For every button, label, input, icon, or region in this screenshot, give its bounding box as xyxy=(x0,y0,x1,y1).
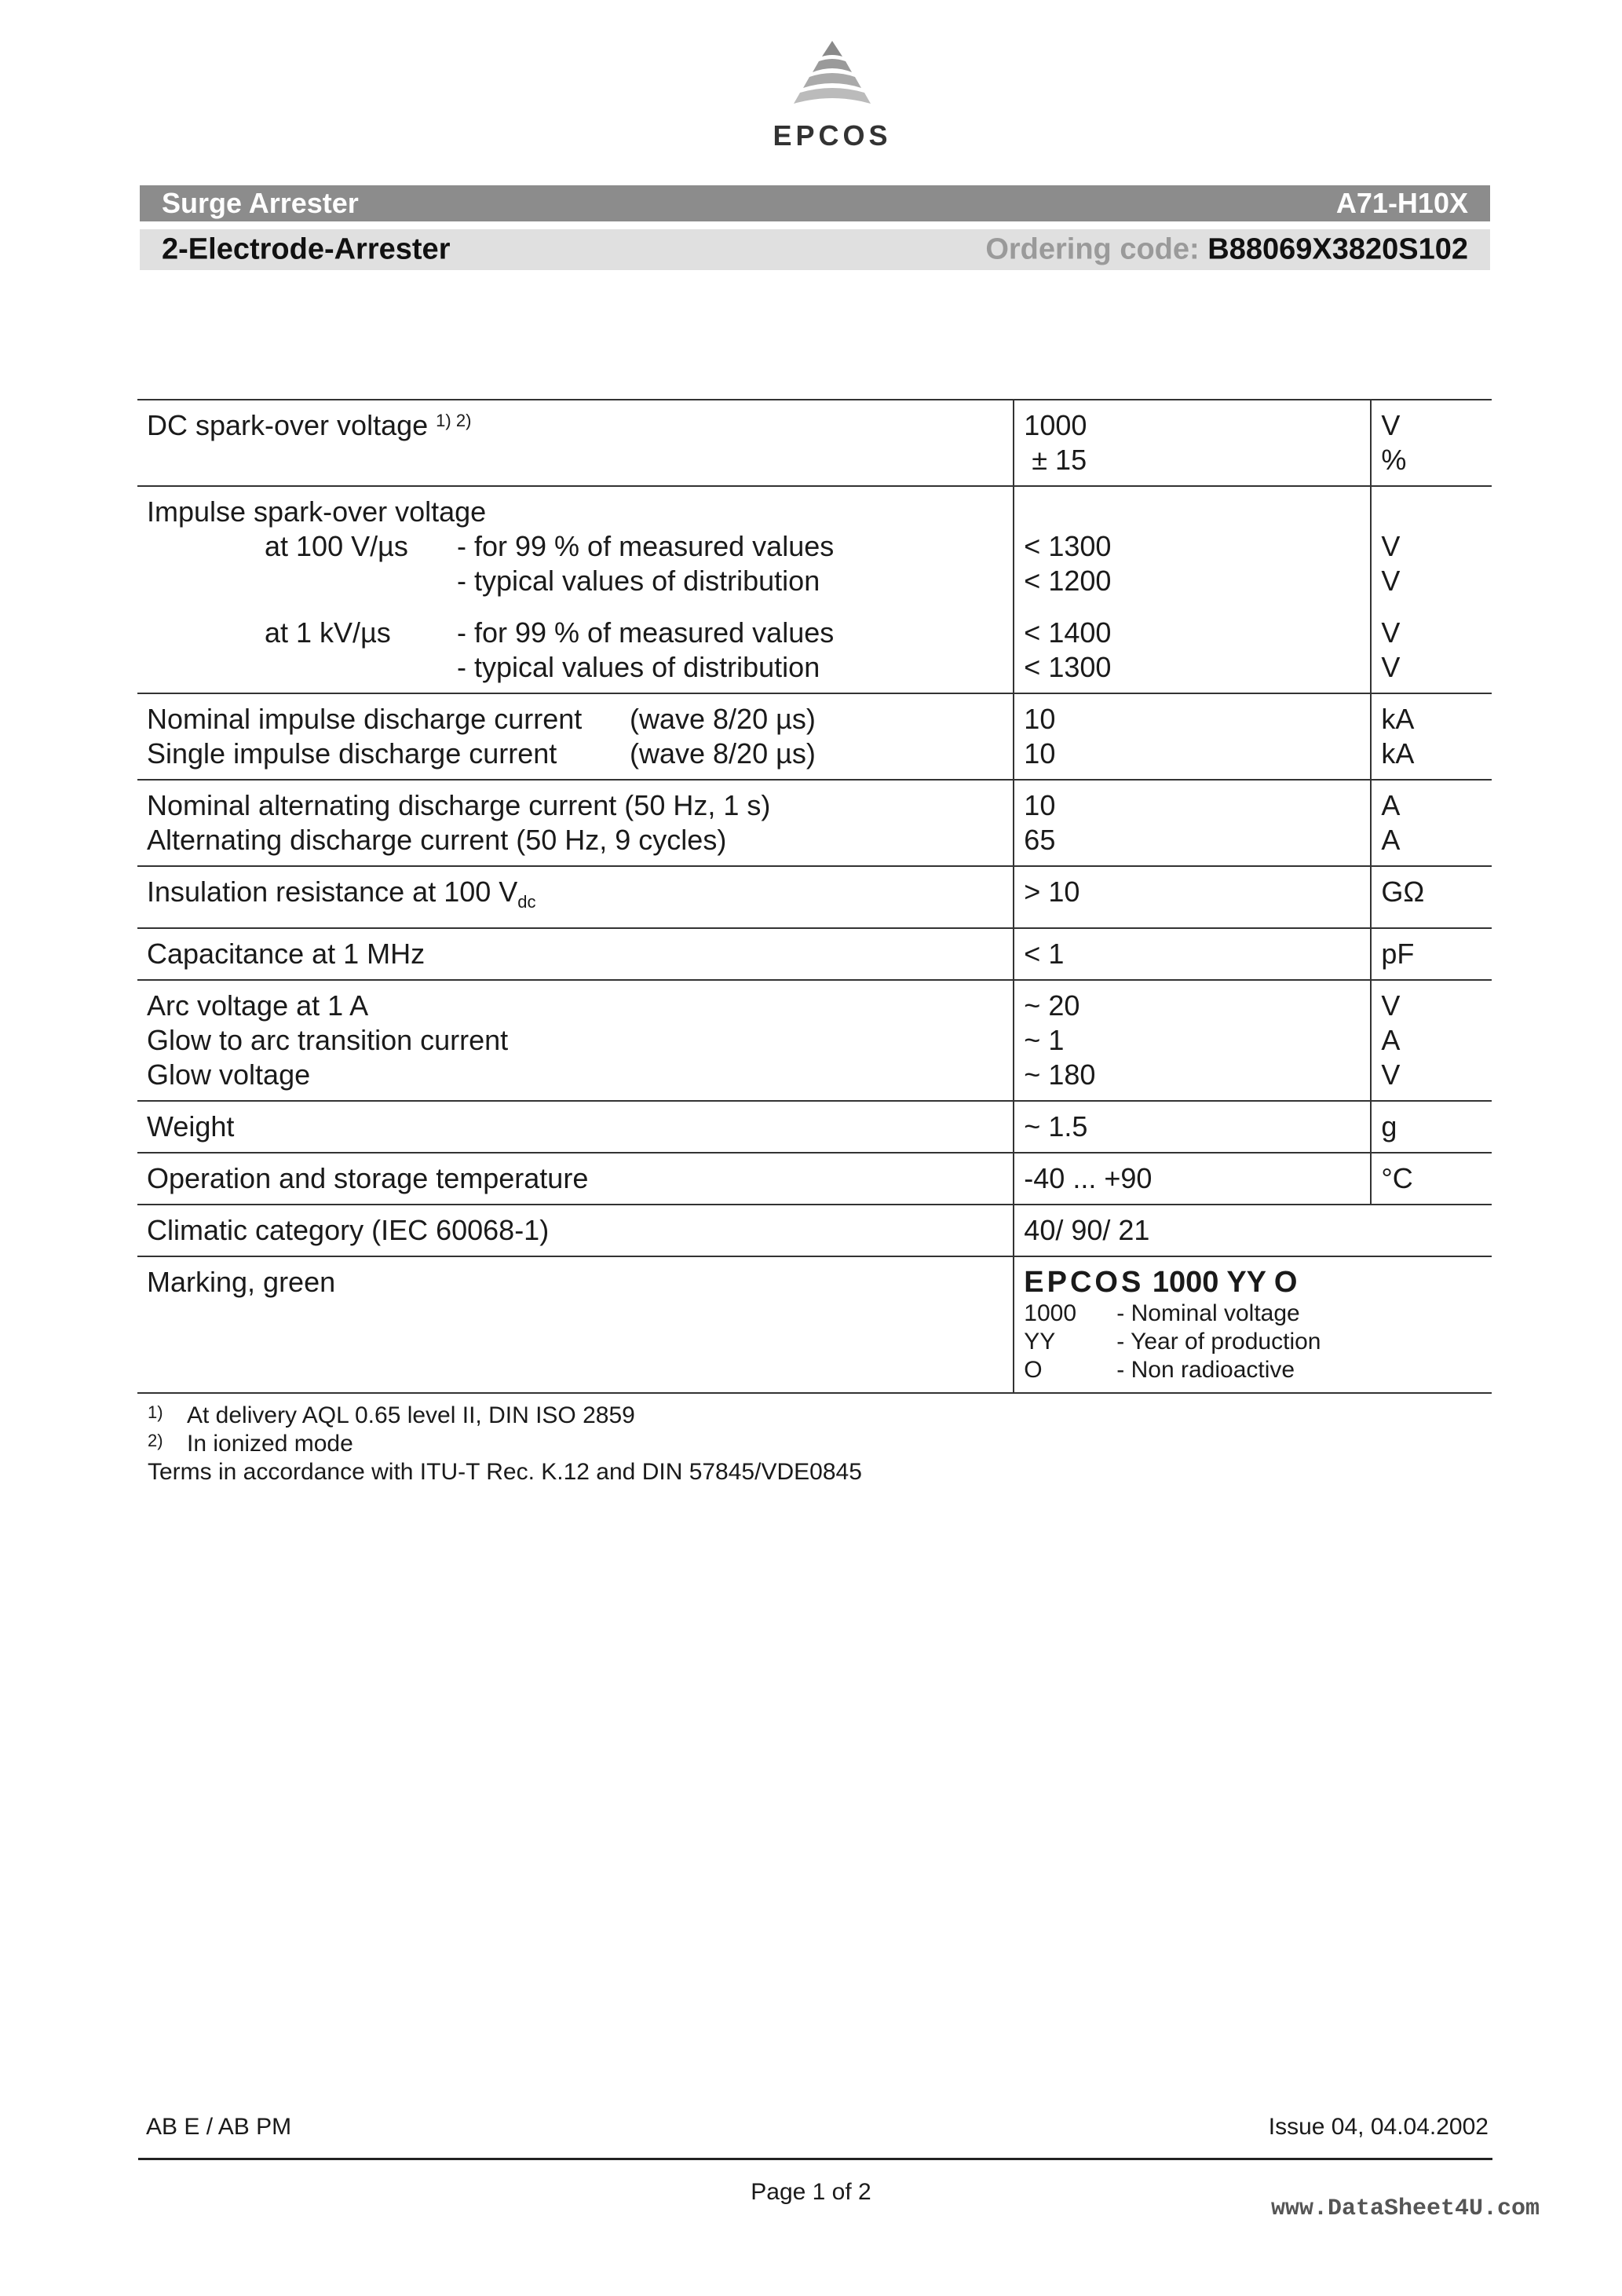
marking-code-text: 1000 YY O xyxy=(1152,1266,1298,1300)
param-label: Glow voltage xyxy=(147,1058,311,1091)
table-row xyxy=(137,1205,1492,1256)
param-label: Weight xyxy=(137,1101,1014,1153)
param-label: Arc voltage at 1 A xyxy=(147,989,369,1022)
param-label: Impulse spark-over voltage xyxy=(147,495,487,528)
value: 65 xyxy=(1024,824,1056,856)
condition-label: - typical values of distribution xyxy=(457,651,820,683)
list-item xyxy=(1024,1356,1482,1384)
subscript: dc xyxy=(517,892,536,912)
terms-note: Terms in accordance with ITU-T Rec. K.12 and DIN 57845/VDE0845 xyxy=(148,1459,862,1485)
param-label: Single impulse discharge current xyxy=(147,737,557,770)
footnote-text: In ionized mode xyxy=(187,1431,353,1457)
footnote xyxy=(148,1430,862,1458)
condition-label: - for 99 % of measured values xyxy=(457,616,835,649)
param-label: Glow to arc transition current xyxy=(147,1024,509,1057)
value: 1000 xyxy=(1024,409,1087,441)
rate-label: at 1 kV/µs xyxy=(265,616,391,649)
table-row xyxy=(137,1153,1492,1205)
table-row xyxy=(137,1256,1492,1393)
part-number: A71-H10X xyxy=(1335,187,1468,219)
param-label: Nominal alternating discharge current (50 Hz, 1 s) xyxy=(147,789,771,821)
value: ~ 180 xyxy=(1024,1058,1096,1091)
table-row xyxy=(137,980,1492,1101)
table-row xyxy=(137,486,1492,693)
value: 10 xyxy=(1024,737,1056,770)
list-item xyxy=(1024,1328,1482,1356)
param-label: Nominal impulse discharge current xyxy=(147,703,583,735)
footer-divider xyxy=(138,2158,1492,2160)
unit: A xyxy=(1381,789,1401,821)
value: < 1300 xyxy=(1024,651,1112,683)
unit: V xyxy=(1381,409,1401,441)
unit: V xyxy=(1381,1058,1401,1091)
footer-issue: Issue 04, 04.04.2002 xyxy=(1268,2114,1489,2140)
marking-key: O xyxy=(1024,1357,1043,1384)
product-subtitle: 2-Electrode-Arrester xyxy=(162,232,451,266)
value: -40 ... +90 xyxy=(1014,1153,1371,1205)
epcos-logo xyxy=(754,39,911,157)
table-row xyxy=(137,1101,1492,1153)
value: < 1400 xyxy=(1024,616,1112,649)
unit: GΩ xyxy=(1371,866,1492,928)
value: ± 15 xyxy=(1032,444,1087,476)
ordering-code-value: B88069X3820S102 xyxy=(1207,232,1468,266)
table-row xyxy=(137,780,1492,866)
table-row xyxy=(137,693,1492,780)
unit: A xyxy=(1381,824,1401,856)
marking-desc: - Nominal voltage xyxy=(1116,1300,1300,1327)
value: > 10 xyxy=(1014,866,1371,928)
value: < 1200 xyxy=(1024,565,1112,597)
param-label: Climatic category (IEC 60068-1) xyxy=(137,1205,1014,1256)
unit: V xyxy=(1381,530,1401,562)
param-label: Operation and storage temperature xyxy=(137,1153,1014,1205)
page-number: Page 1 of 2 xyxy=(751,2179,871,2205)
logo-wordmark: EPCOS xyxy=(773,119,892,152)
unit: V xyxy=(1381,565,1401,597)
value: 40/ 90/ 21 xyxy=(1014,1205,1492,1256)
value: 10 xyxy=(1024,789,1056,821)
param-label: Capacitance at 1 MHz xyxy=(137,928,1014,980)
title-band xyxy=(140,185,1490,221)
unit: °C xyxy=(1371,1153,1492,1205)
table-row xyxy=(137,928,1492,980)
watermark: www.DataSheet4U.com xyxy=(1270,2195,1540,2222)
marking-desc: - Non radioactive xyxy=(1116,1357,1295,1384)
ordering-code xyxy=(985,233,1468,267)
unit: kA xyxy=(1381,737,1415,770)
value: ~ 20 xyxy=(1024,989,1080,1022)
value: < 1300 xyxy=(1024,530,1112,562)
unit: % xyxy=(1381,444,1407,476)
rate-label: at 100 V/µs xyxy=(265,530,408,562)
unit: pF xyxy=(1371,928,1492,980)
marking-brand: EPCOS xyxy=(1024,1266,1145,1300)
param-label: DC spark-over voltage xyxy=(147,409,429,441)
marking-desc: - Year of production xyxy=(1116,1329,1321,1355)
marking-key: 1000 xyxy=(1024,1300,1077,1327)
unit: g xyxy=(1371,1101,1492,1153)
table-row xyxy=(137,866,1492,928)
marking-cell xyxy=(1014,1256,1492,1393)
marking-key: YY xyxy=(1024,1329,1056,1355)
footnotes xyxy=(148,1402,862,1486)
unit: A xyxy=(1381,1024,1401,1057)
value: < 1 xyxy=(1014,928,1371,980)
subtitle-band xyxy=(140,229,1490,270)
value: ~ 1 xyxy=(1024,1024,1065,1057)
spec-table xyxy=(137,399,1492,1394)
footnote-refs: 1) 2) xyxy=(436,411,472,430)
product-type: Surge Arrester xyxy=(162,187,359,219)
value: ~ 1.5 xyxy=(1014,1101,1371,1153)
unit: V xyxy=(1381,616,1401,649)
unit: kA xyxy=(1381,703,1415,735)
footnote-mark: 2) xyxy=(148,1431,163,1450)
footer-department: AB E / AB PM xyxy=(146,2114,292,2140)
param-label: Insulation resistance at 100 V xyxy=(147,876,518,908)
table-row xyxy=(137,400,1492,486)
marking-code xyxy=(1024,1265,1482,1300)
condition-label: - typical values of distribution xyxy=(457,565,820,597)
footnote xyxy=(148,1402,862,1430)
ordering-code-label: Ordering code: xyxy=(985,232,1200,266)
footnote-text: At delivery AQL 0.65 level II, DIN ISO 2859 xyxy=(187,1402,635,1428)
epcos-logo-icon xyxy=(781,39,883,118)
unit: V xyxy=(1381,989,1401,1022)
condition-label: - for 99 % of measured values xyxy=(457,530,835,562)
condition-label: (wave 8/20 µs) xyxy=(630,737,816,770)
unit: V xyxy=(1381,651,1401,683)
param-label: Alternating discharge current (50 Hz, 9 cycles) xyxy=(147,824,727,856)
footnote-mark: 1) xyxy=(148,1402,163,1422)
condition-label: (wave 8/20 µs) xyxy=(630,703,816,735)
param-label: Marking, green xyxy=(137,1256,1014,1393)
list-item xyxy=(1024,1300,1482,1328)
value: 10 xyxy=(1024,703,1056,735)
